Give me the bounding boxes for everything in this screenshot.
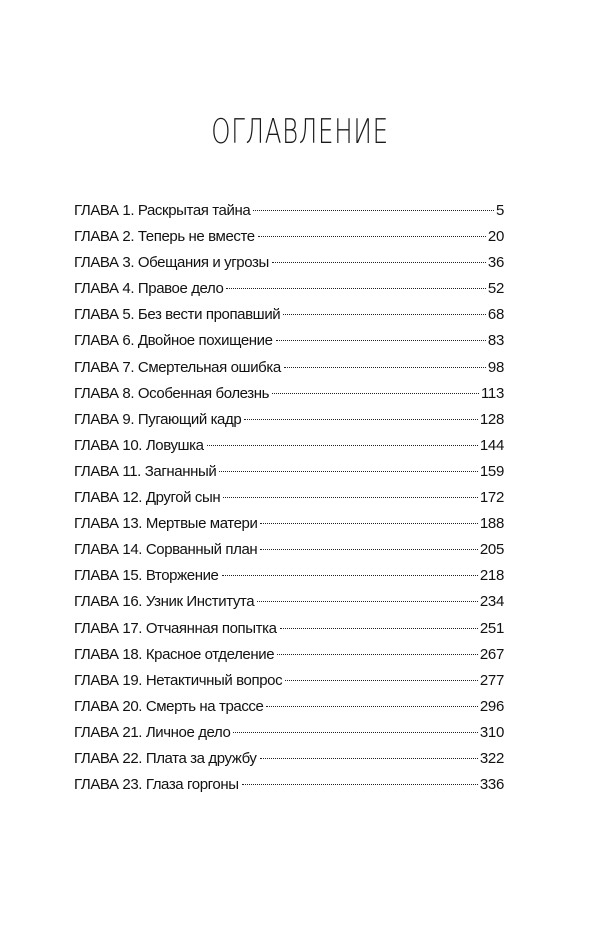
toc-entry — [74, 459, 504, 485]
dot-leader — [276, 340, 486, 341]
page-number: 296 — [479, 697, 504, 715]
chapter-title: ГЛАВА 11. Загнанный — [74, 462, 217, 480]
page-number: 205 — [479, 541, 504, 559]
chapter-title: ГЛАВА 3. Обещания и угрозы — [74, 254, 269, 272]
toc-entry — [74, 616, 504, 642]
chapter-title: ГЛАВА 10. Ловушка — [74, 436, 204, 454]
toc-entry — [74, 407, 504, 433]
chapter-title: ГЛАВА 4. Правое дело — [74, 280, 224, 298]
page-number: 113 — [480, 384, 504, 402]
chapter-title: ГЛАВА 9. Пугающий кадр — [74, 410, 242, 428]
page-number: 20 — [487, 228, 504, 246]
chapter-title: ГЛАВА 21. Личное дело — [74, 723, 231, 741]
chapter-title: ГЛАВА 5. Без вести пропавший — [74, 306, 281, 324]
page-number: 234 — [479, 593, 504, 611]
chapter-title: ГЛАВА 20. Смерть на трассе — [74, 697, 264, 715]
page-number: 267 — [479, 645, 504, 663]
dot-leader — [219, 471, 478, 472]
toc-entry — [74, 355, 504, 381]
chapter-title: ГЛАВА 2. Теперь не вместе — [74, 228, 255, 246]
page-title: ОГЛАВЛЕНИЕ — [211, 112, 389, 152]
page-number: 5 — [495, 202, 504, 219]
toc-entry — [74, 694, 504, 720]
dot-leader — [266, 706, 477, 707]
dot-leader — [260, 523, 477, 524]
dot-leader — [277, 654, 478, 655]
toc-entry — [74, 433, 504, 459]
toc-entry — [74, 276, 504, 302]
page-number: 251 — [479, 619, 504, 637]
dot-leader — [257, 601, 478, 602]
toc-entry — [74, 224, 504, 250]
toc-entry — [74, 328, 504, 354]
dot-leader — [260, 758, 478, 759]
page-number: 68 — [487, 306, 504, 324]
chapter-title: ГЛАВА 14. Сорванный план — [74, 541, 258, 559]
chapter-title: ГЛАВА 8. Особенная болезнь — [74, 384, 270, 402]
chapter-title: ГЛАВА 18. Красное отделение — [74, 645, 275, 663]
toc-entry — [74, 250, 504, 276]
toc-entry — [74, 302, 504, 328]
chapter-title: ГЛАВА 23. Глаза горгоны — [74, 776, 239, 794]
dot-leader — [253, 210, 494, 211]
page-number: 128 — [479, 410, 504, 428]
page-number: 172 — [479, 489, 504, 507]
toc-entry — [74, 563, 504, 589]
chapter-title: ГЛАВА 6. Двойное похищение — [74, 332, 273, 350]
dot-leader — [272, 393, 479, 394]
page-number: 310 — [479, 723, 504, 741]
toc-entry — [74, 668, 504, 694]
page-number: 52 — [487, 280, 504, 298]
chapter-title: ГЛАВА 19. Нетактичный вопрос — [74, 671, 283, 689]
page-number: 159 — [479, 462, 504, 480]
page-number: 218 — [479, 567, 504, 585]
toc-entry — [74, 198, 504, 224]
toc-entry — [74, 381, 504, 407]
dot-leader — [283, 314, 486, 315]
page-number: 336 — [479, 776, 504, 794]
page-number: 322 — [479, 749, 504, 767]
toc-entry — [74, 537, 504, 563]
toc-entry — [74, 642, 504, 668]
chapter-title: ГЛАВА 16. Узник Института — [74, 593, 255, 611]
dot-leader — [242, 784, 478, 785]
chapter-title: ГЛАВА 17. Отчаянная попытка — [74, 619, 277, 637]
dot-leader — [272, 262, 486, 263]
page-number: 277 — [479, 671, 504, 689]
chapter-title: ГЛАВА 1. Раскрытая тайна — [74, 202, 251, 219]
toc-entry — [74, 720, 504, 746]
dot-leader — [207, 445, 478, 446]
toc-entry — [74, 511, 504, 537]
page-number: 36 — [487, 254, 504, 272]
dot-leader — [244, 419, 478, 420]
page-number: 98 — [487, 358, 504, 376]
chapter-title: ГЛАВА 7. Смертельная ошибка — [74, 358, 281, 376]
dot-leader — [280, 628, 478, 629]
dot-leader — [226, 288, 485, 289]
dot-leader — [222, 575, 478, 576]
toc-entry — [74, 589, 504, 615]
chapter-title: ГЛАВА 15. Вторжение — [74, 567, 219, 585]
chapter-title: ГЛАВА 22. Плата за дружбу — [74, 749, 257, 767]
page-number: 144 — [479, 436, 504, 454]
toc-entry — [74, 772, 504, 798]
chapter-title: ГЛАВА 13. Мертвые матери — [74, 515, 258, 533]
toc-entry — [74, 746, 504, 772]
dot-leader — [223, 497, 478, 498]
dot-leader — [258, 236, 486, 237]
chapter-title: ГЛАВА 12. Другой сын — [74, 489, 221, 507]
table-of-contents — [74, 198, 504, 798]
page-number: 188 — [479, 515, 504, 533]
dot-leader — [233, 732, 477, 733]
page-number: 83 — [487, 332, 504, 350]
dot-leader — [284, 367, 486, 368]
toc-entry — [74, 485, 504, 511]
dot-leader — [260, 549, 478, 550]
dot-leader — [285, 680, 478, 681]
